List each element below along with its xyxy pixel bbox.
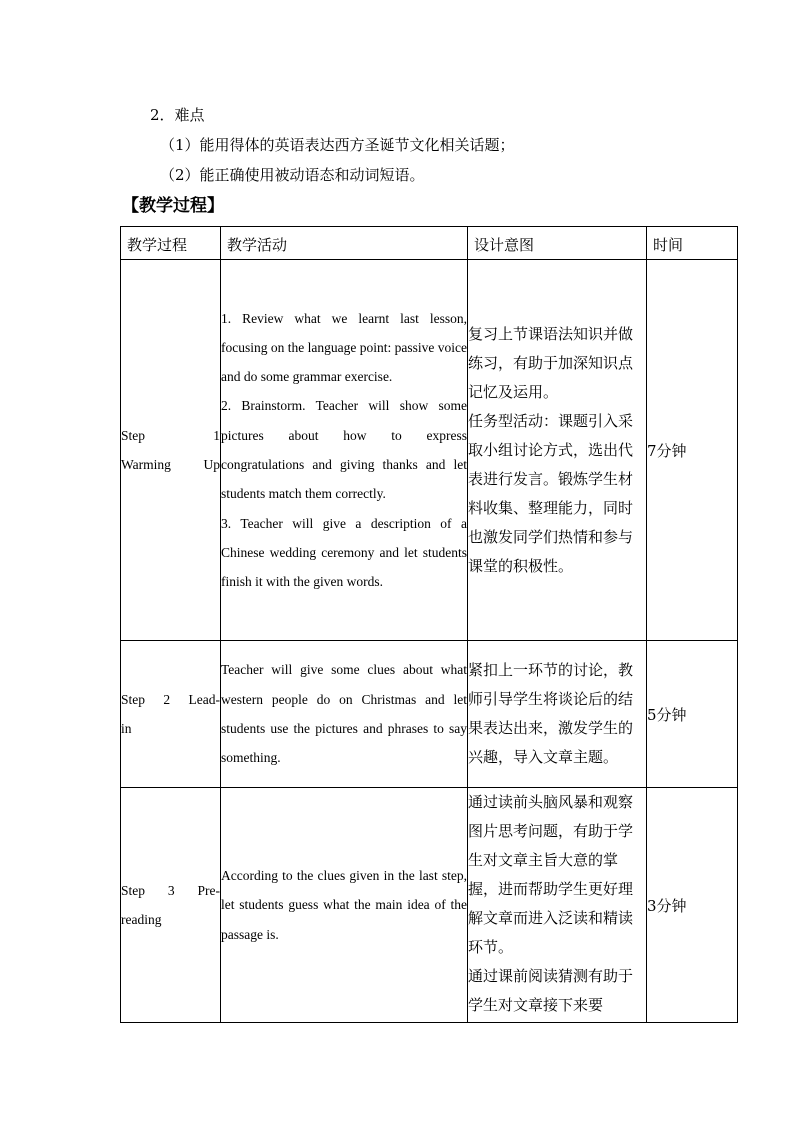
table-header-row	[121, 227, 738, 260]
lesson-plan-table	[120, 226, 738, 1023]
header-activity: 教学活动	[221, 227, 468, 260]
table-row	[121, 260, 738, 641]
header-process: 教学过程	[121, 227, 221, 260]
design-text: 通过课前阅读猜测有助于学生对文章接下来要	[468, 967, 634, 1014]
design-text: 复习上节课语法知识并做练习，有助于加深知识点记忆及运用。	[468, 324, 634, 401]
activity-text: 1. Review what we learnt last lesson, focusing on the language point: passive voice and do some grammar exercise.	[221, 310, 467, 385]
step-cell	[121, 788, 221, 1023]
activity-text: 3. Teacher will give a description of a Chinese wedding ceremony and let students finish it with the given words.	[221, 515, 467, 590]
design-text: 任务型活动：课题引入采取小组讨论方式，选出代表进行发言。锻炼学生材料收集、整理能力，同时也激发同学们热情和参与课堂的积极性。	[468, 411, 634, 575]
header-design: 设计意图	[468, 227, 647, 260]
step-cell	[121, 641, 221, 788]
step-name-line: Step 1	[121, 428, 220, 443]
activity-cell	[221, 260, 468, 641]
design-text: 通过读前头脑风暴和观察图片思考问题，有助于学生对文章主旨大意的掌握，进而帮助学生更好理解文章而进入泛读和精读环节。	[468, 793, 634, 956]
design-cell	[468, 641, 647, 788]
time-cell: 7分钟	[647, 260, 738, 641]
table-row	[121, 641, 738, 788]
design-text: 紧扣上一环节的讨论，教师引导学生将谈论后的结果表达出来，激发学生的兴趣，导入文章主题。	[468, 661, 634, 766]
time-cell: 5分钟	[647, 641, 738, 788]
table-row	[121, 788, 738, 1023]
activity-text: Teacher will give some clues about what western people do on Christmas and let students use the pictures and phrases to say something.	[221, 662, 467, 766]
step-name-line: Step 3 Pre-	[121, 883, 220, 898]
time-cell: 3分钟	[647, 788, 738, 1023]
design-cell	[468, 788, 647, 1023]
design-cell	[468, 260, 647, 641]
section-heading: 【教学过程】	[122, 196, 224, 216]
activity-text: 2. Brainstorm. Teacher will show some pictures about how to express congratulations and giving thanks and let students match them correctly.	[221, 398, 467, 502]
step-name-line: reading	[121, 912, 162, 927]
activity-cell	[221, 788, 468, 1023]
step-cell	[121, 260, 221, 641]
difficulty-item-1: （1）能用得体的英语表达西方圣诞节文化相关话题；	[160, 136, 515, 154]
activity-text: According to the clues given in the last step, let students guess what the main idea of the passage is.	[221, 868, 467, 942]
step-name-line: Step 2 Lead-	[121, 692, 220, 707]
difficulty-item-2: （2）能正确使用被动语态和动词短语。	[160, 166, 425, 184]
step-name-line: in	[121, 721, 132, 736]
difficulty-heading: 2．难点	[150, 106, 205, 124]
step-name-line: Warming Up	[121, 457, 220, 472]
header-time: 时间	[647, 227, 738, 260]
activity-cell	[221, 641, 468, 788]
